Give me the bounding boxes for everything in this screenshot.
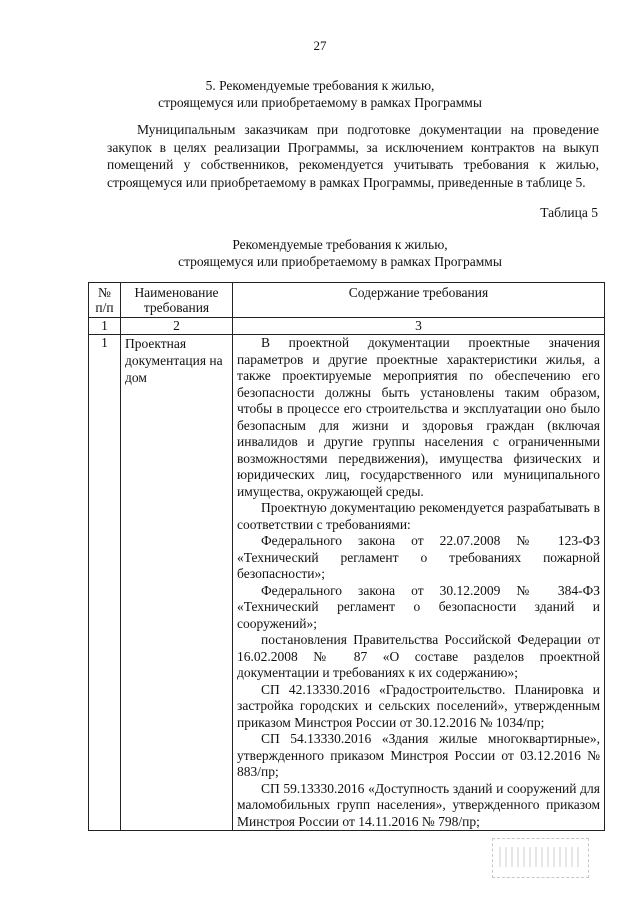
requirement-content: [233, 335, 605, 831]
index-cell-2: 2: [121, 318, 233, 335]
table-row: [89, 335, 605, 831]
content-paragraph: СП 54.13330.2016 «Здания жилые многоквартирные», утвержденного приказом Минстроя России от 03.12.2016 № 883/пр;: [237, 731, 600, 779]
header-content-label: Содержание требования: [348, 285, 489, 300]
content-paragraph: В проектной документации проектные значения параметров и другие проектные характеристики жилья, а также проектируемые мероприятия по обеспечению его безопасности должны быть установлены таким образом, чтобы в процессе его строительства и эксплуатации оно было безопасным для жизни и здоровья граждан (включая инвалидов и другие группы населения с ограниченными возможностями передвижения), имущества физических и юридических лиц, государственного или муниципального имущества, окружающей среды.: [237, 335, 600, 499]
page-number: 27: [313, 38, 327, 53]
content-paragraph: Федерального закона от 30.12.2009 № 384-ФЗ «Технический регламент о безопасности зданий и сооружений»;: [237, 582, 600, 631]
requirements-table: [88, 282, 605, 831]
table-caption: Таблица 5: [540, 205, 598, 220]
table-header-row: [89, 283, 605, 318]
header-num-line-1: №: [98, 285, 111, 300]
content-paragraph: СП 42.13330.2016 «Градостроительство. Планировка и застройка городских и сельских поселений», утвержденным приказом Минстроя России от 30.12.2016 № 1034/пр;: [237, 681, 600, 730]
header-name-line-1: Наименование: [134, 285, 219, 300]
content-paragraph: постановления Правительства Российской Федерации от 16.02.2008 № 87 «О составе разделов проектной документации и требованиях к их содержанию»;: [237, 632, 600, 680]
header-num-line-2: п/п: [95, 300, 114, 315]
header-num: [89, 283, 121, 318]
index-cell-3: 3: [233, 318, 605, 335]
header-name: [121, 283, 233, 318]
content-paragraph: СП 59.13330.2016 «Доступность зданий и сооружений для маломобильных групп населения», утвержденного приказом Минстроя России от 14.11.2016 № 798/пр;: [237, 780, 600, 829]
table-title-line-2: строящемуся или приобретаемому в рамках Программы: [178, 254, 502, 269]
section-title-line-2: строящемуся или приобретаемому в рамках Программы: [158, 95, 482, 110]
header-name-line-2: требования: [143, 300, 210, 315]
intro-paragraph: Муниципальным заказчикам при подготовке документации на проведение закупок в целях реализации Программы, за исключением контрактов на выкуп помещений у собственников, рекомендуется учитывать требования к жилью, строящемуся или приобретаемому в рамках Программы, приведенные в таблице 5.: [107, 122, 599, 190]
table-title: [80, 236, 600, 270]
header-content: [233, 283, 605, 318]
content-paragraph: Федерального закона от 22.07.2008 № 123-ФЗ «Технический регламент о требованиях пожарной безопасности»;: [237, 533, 600, 581]
faded-stamp: [492, 838, 589, 878]
section-title-line-1: 5. Рекомендуемые требования к жилью,: [205, 78, 435, 93]
table-title-line-1: Рекомендуемые требования к жилью,: [232, 237, 448, 252]
index-cell-1: 1: [89, 318, 121, 335]
table-index-row: [89, 318, 605, 335]
row-number: 1: [89, 335, 121, 831]
requirement-name: Проектная документация на дом: [121, 335, 233, 831]
content-paragraph: Проектную документацию рекомендуется разрабатывать в соответствии с требованиями:: [237, 500, 600, 532]
section-title: [0, 77, 640, 111]
